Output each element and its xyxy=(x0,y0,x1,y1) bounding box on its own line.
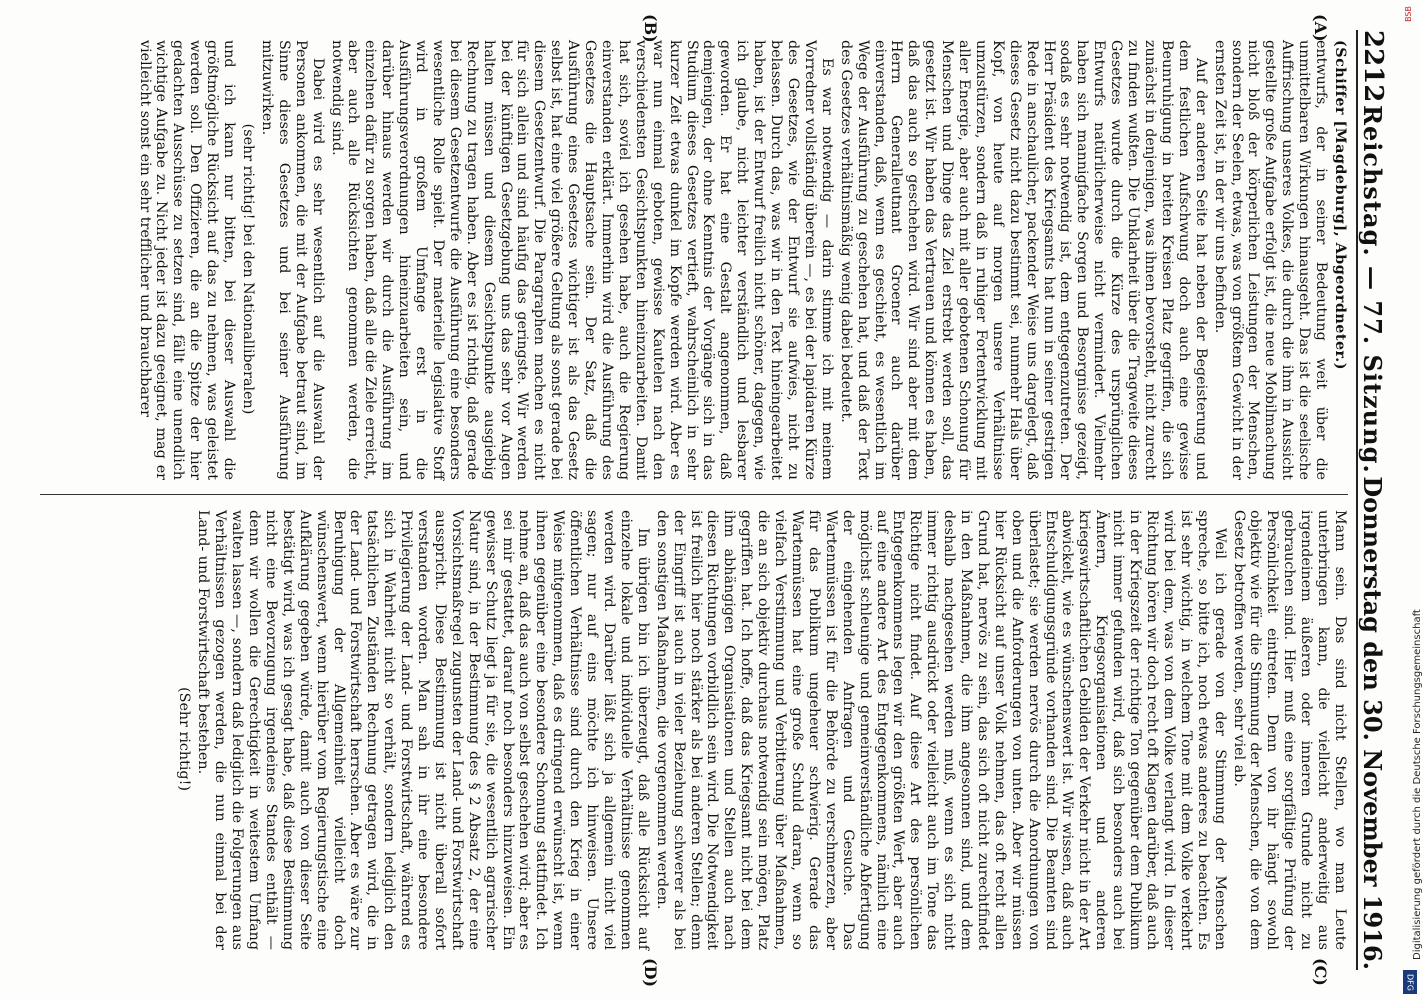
margin-letter-d: (D) xyxy=(641,958,660,988)
paragraph: Mann sein. Das sind nicht Stellen, wo man Leute unterbringen kann, die vielleicht anderweitig aus irgendeinem äußeren oder inneren Grunde nicht zu gebrauchen sind. Hier muß eine sorgfältige Prüfung der Persönlichkeit eintreten. Denn von ihr hängt sowohl objektiv wie für die Stimmung der Menschen, die von dem Gesetz betroffen werden, sehr viel ab. xyxy=(1230,510,1348,950)
credit-text: Digitalisierung gefördert durch die Deutsche Forschungsgemeinschaft xyxy=(1412,609,1423,960)
paragraph: Weil ich gerade von der Stimmung der Menschen spreche, so bitte ich, noch etwas anderes zu beachten. Es ist sehr wichtig, in welchem Tone mit dem Volke verkehrt wird bei dem, was von dem Volke verlangt wird. In dieser Richtung hören wir doch recht oft Klagen darüber, daß auch in der Kriegszeit der richtige Ton gegenüber dem Publikum nicht immer gefunden wird, daß sich besonders auch bei Ämtern, Kriegsorganisationen und anderen kriegswirtschaftlichen Gebilden der Verkehr nicht in der Art abwickelt, wie es wünschenswert ist. Wir wissen, daß auch Entschuldigungsgründe vorhanden sind. Die Beamten sind überlastet; sie werden nervös durch die Anordnungen von oben und die Anforderungen von unten. Aber wir müssen hier Rücksicht auf unser Volk nehmen, das oft recht allen Grund hat, nervös zu sein, das sich oft nicht zurechtfindet in den Maßnahmen, die ihm angesonnen sind, und dem deshalb nachgesehen werden muß, wenn es sich nicht immer richtig ausdrückt oder vielleicht auch im Tone das Richtige nicht findet. Auf diese Art des persönlichen Entgegenkommens legen wir den größten Wert, aber auch auf eine andere Art des Entgegenkommens, nämlich eine möglichst schleunige und gemeinverständliche Abfertigung der eingehenden Anfragen und Gesuche. Das Wartenmüssen ist für die Behörde zu verschmerzen, aber für das Publikum ungeheuer schwierig. Gerade das Wartenmüssen hat eine große Schuld daran, wenn so vielfach Verstimmung und Verbitterung über Maßnahmen, die an sich objektiv durchaus notwendig sein mögen, Platz gegriffen hat. Ich hoffe, daß das Kriegsamt nicht bei dem ihm abhängigen Organisationen und Stellen auch nach diesen Richtungen vorbildlich sein wird. Die Notwendigkeit ist freilich hier noch stärker als bei anderen Stellen; denn der Eingriff ist auch in vieler Beziehung schwerer als bei den sonstigen Maßnahmen, die vorgenommen werden. xyxy=(653,510,1228,950)
paragraph: Dabei wird es sehr wesentlich auf die Auswahl der Personen ankommen, die mit der Aufgabe betraut sind, im Sinne dieses Gesetzes und bei seiner Ausführung mitzuwirken. xyxy=(258,40,326,480)
speaker-line: (Schiffer [Magdeburg], Abgeordneter.) xyxy=(1332,40,1348,371)
paragraph: entwurfs, der in seiner Bedeutung weit über die unmittelbaren Wirkungen hinausgeht. Das ist die seelische Auffrischung unseres Volkes, die durch die ihm in Aussicht gestellte große Aufgabe erfolgt ist, die neue Mobilmachung nicht bloß der körperlichen Leistungen der Menschen, sondern der Seelen, etwas, was von größtem Gewicht in der ernsten Zeit ist, in der wir uns befinden. xyxy=(1211,40,1330,480)
paragraph: Auf der anderen Seite hat neben der Begeisterung und dem festlichen Aufschwung doch auch eine gewisse Beunruhigung in breiten Kreisen Platz gegriffen, die sich zunächst in denjenigen, was ihnen bevorsteht, nicht zurecht zu finden wußten. Die Unklarheit über die Tragweite dieses Gesetzes wurde durch die Kürze des ursprünglichen Entwurfs natürlicherweise nicht vermindert. Vielmehr haben sich mannigfache Sorgen und Besorgnisse gezeigt, sodaß es sehr notwendig ist, dem entgegenzutreten. Der Herr Präsident des Kriegsamts hat nun in seiner gestrigen Rede in anschaulicher, packender Weise uns dargelegt, daß dieses Gesetz nicht dazu bestimmt sei, nunmehr Hals über Kopf, von heute auf morgen unsere Verhältnisse umzustürzen, sondern daß in ruhiger Fortentwicklung mit aller Energie, aber auch mit aller gebotenen Schonung für Menschen und Dinge das Ziel erstrebt werden soll, das gesetzt ist. Wir haben das Vertrauen und können es haben, daß das auch so geschehen wird. Wir sind aber mit dem Herrn Generalleutnant Groener auch darüber einverstanden, daß, wenn es geschieht, es wesentlich im Wege der Ausführung zu geschehen hat, und daß der Text des Gesetzes verhältnismäßig wenig dabei bedeutet. xyxy=(837,40,1209,480)
paragraph: Im übrigen bin ich überzeugt, daß alle Rücksicht auf einzelne lokale und individuelle Verhältnisse genommen werden wird. Darüber läßt sich ja allgemein nicht viel sagen; nur auf eins möchte ich hinweisen. Unsere öffentlichen Verhältnisse sind durch den Krieg in einer Weise mitgenommen, daß es dringend erwünscht ist, wenn ihnen gegenüber eine besondere Schonung stattfindet. Ich nehme an, daß das auch von selbst geschehen wird; aber es sei mir gestattet, darauf noch besonders hinzuweisen. Ein gewisser Schutz liegt ja für sie, die wesentlich agrarischer Natur sind, in der Bestimmung des § 2 Absatz 2, der eine Vorsichtsmaßregel zugunsten der Land- und Forstwirtschaft ausspricht. Diese Bestimmung ist nicht überall sofort verstanden worden. Man sah in ihr eine besondere Privilegierung der Land- und Forstwirtschaft, während es sich in Wahrheit nicht so verhält, sondern lediglich den tatsächlichen Zuständen Rechnung getragen wird, die in der Land- und Forstwirtschaft herrschen. Aber es wäre zur Beruhigung der Allgemeinheit vielleicht doch wünschenswert, wenn hierüber vom Regierungstische eine Aufklärung gegeben würde, damit auch von dieser Seite bestätigt wird, was ich gesagt habe, daß diese Bestimmung nicht eine Bevorzugung irgendeines Standes enthält — denn wir wollen die Gerechtigkeit in weitestem Umfang walten lassen —, sondern daß lediglich die Folgerungen aus Verhältnissen gezogen werden, die nun einmal bei der Land- und Forstwirtschaft bestehen. xyxy=(195,510,651,950)
left-text-column xyxy=(40,40,1348,480)
session-date: Donnerstag den 30. November 1916. xyxy=(1358,476,1387,970)
dfg-logo: DFG xyxy=(1403,970,1417,994)
paragraph: Es war notwendig — darin stimme ich mit meinem Vorredner vollständig überein —, es bei der lapidaren Kürze des Gesetzes, wie der Entwurf sie aufwies, nicht zu belassen. Durch das, was wir in den Text hineingearbeitet haben, ist der Entwurf freilich nicht schöner, dagegen, wie ich glaube, nicht leichter verständlich und lesbarer geworden. Er hat eine Gestalt angenommen, daß demjenigen, der ohne Kenntnis der Vorgänge sich in das Studium dieses Gesetzes vertieft, wahrscheinlich in sehr kurzer Zeit etwas dunkel im Kopfe werden wird. Aber es war nun einmal geboten, gewisse Kautelen nach den verschiedensten Gesichtspunkten hineinzuarbeiten. Damit hat sich, soviel ich gesehen habe, auch die Regierung einverstanden erklärt. Immerhin wird die Ausführung des Gesetzes die Hauptsache sein. Der Satz, daß die Ausführung eines Gesetzes wichtiger ist als das Gesetz selbst ist, hat eine viel größere Geltung als sonst gerade bei diesem Gesetzentwurf. Die Paragraphen machen es nicht für sich allein und sind häufig das geringste. Wir werden bei der künftigen Gesetzgebung uns das sehr vor Augen halten müssen und diesem Gesichtspunkte ausgiebig Rechnung zu tragen haben. Aber es ist richtig, daß gerade bei diesem Gesetzentwurfe die Ausführung eine besonders wesentliche Rolle spielt. Der materielle legislative Stoff wird in großem Umfange erst in die Ausführungsverordnungen hineinzuarbeiten sein, und darüber hinaus werden wir durch die Ausführung im einzelnen dafür zu sorgen haben, daß alle die Ziele erreicht, aber auch alle Rücksichten genommen werden, die notwendig sind. xyxy=(328,40,835,480)
library-mark: BSB xyxy=(1404,6,1413,22)
interjection: (sehr richtig! bei den Nationalliberalen) xyxy=(240,123,256,415)
page-number: 2212 xyxy=(1358,30,1388,103)
paragraph: und ich kann nur bitten, bei dieser Auswahl die größtmögliche Rücksicht auf das zu nehmen, was geleistet werden soll. Den Offizieren, die an die Spitze der hier gedachten Ausschüsse zu setzen sind, fällt eine unendlich wichtige Aufgabe zu. Nicht jeder ist dazu geeignet, mag er vielleicht sonst ein sehr trefflicher und brauchbarer xyxy=(136,40,238,480)
right-text-column xyxy=(40,510,1348,950)
column-divider xyxy=(40,494,1348,495)
session-title: Reichstag. — 77. Sitzung. xyxy=(1358,105,1387,474)
margin-letter-a: (A) xyxy=(1311,14,1330,42)
page-header xyxy=(1356,30,1398,970)
margin-letter-c: (C) xyxy=(1311,958,1330,986)
margin-letter-b: (B) xyxy=(641,14,660,43)
interjection: (Sehr richtig!) xyxy=(176,687,193,791)
